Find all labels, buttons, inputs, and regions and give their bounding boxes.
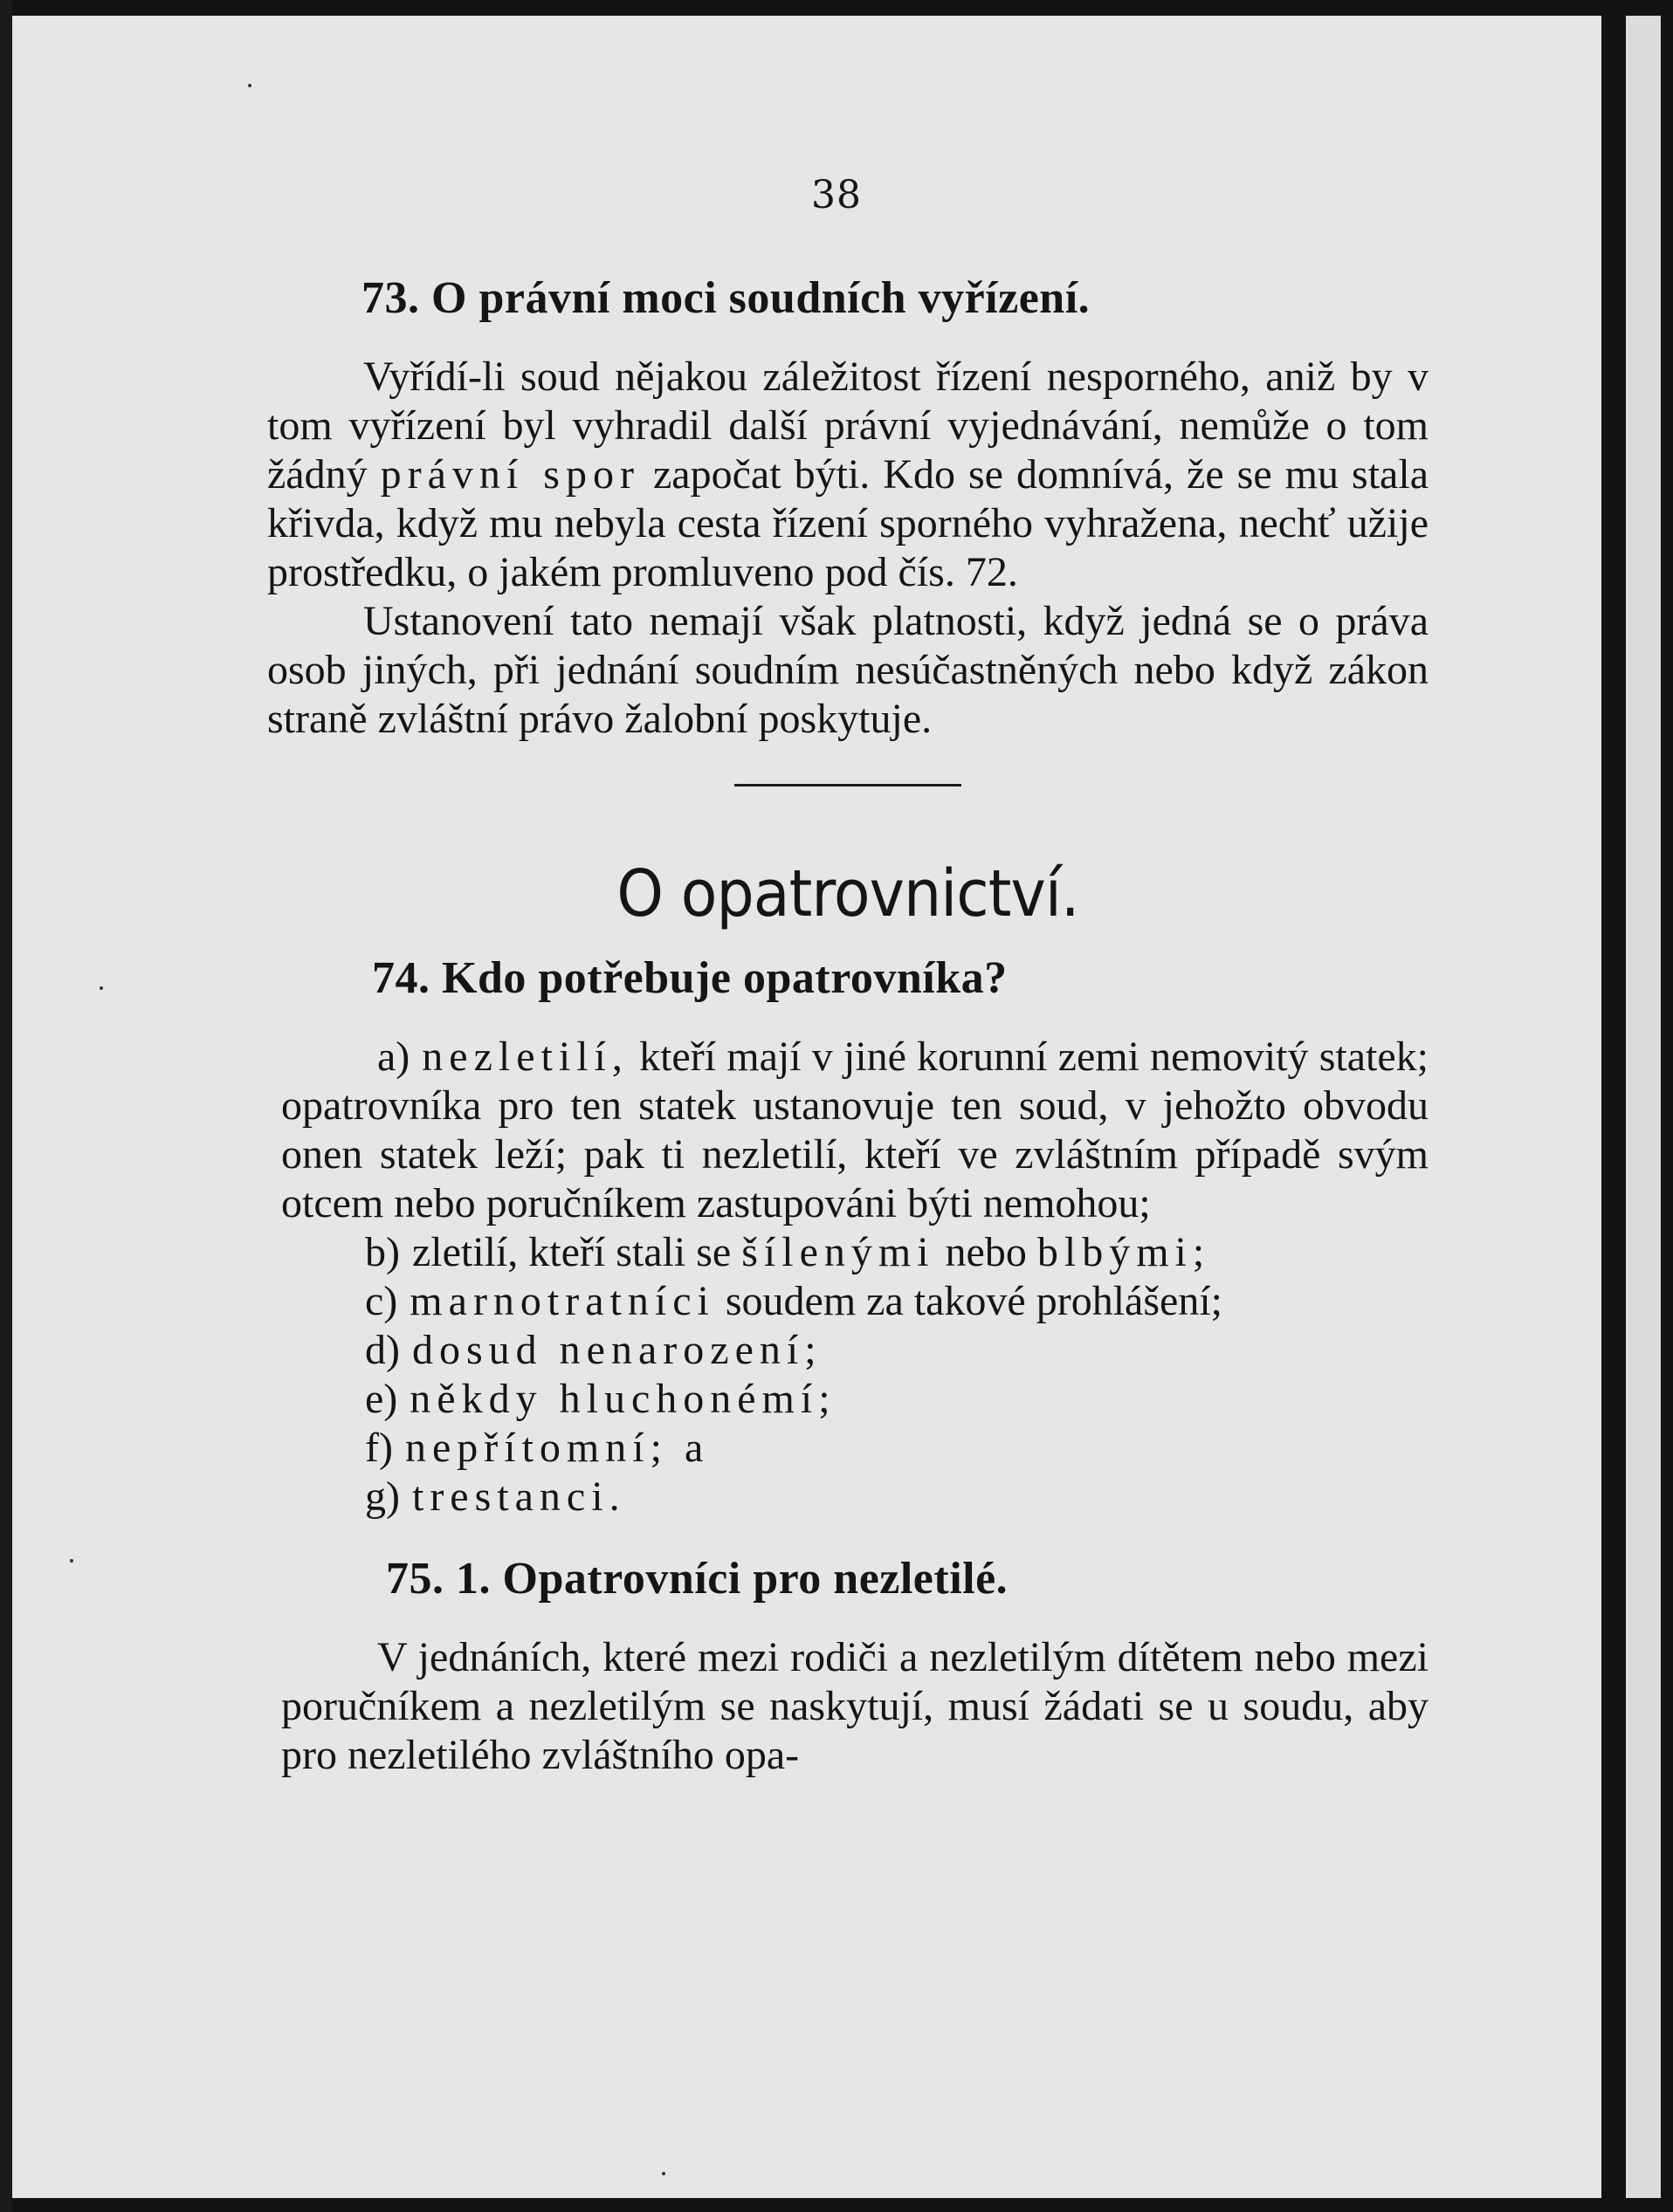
list-marker: g) (365, 1474, 400, 1520)
scan-speck (662, 2172, 665, 2175)
list-marker: d) (365, 1327, 400, 1373)
page-number: 38 (811, 173, 862, 217)
list-text: nebo (934, 1229, 1037, 1275)
section-divider (734, 784, 961, 787)
section-75-heading: 75. 1. Opatrovníci pro nezletilé. (386, 1554, 1009, 1604)
list-item (267, 1326, 1429, 1375)
section-74-list (267, 1228, 1429, 1522)
section-73-heading: 73. O právní moci soudních vyřízení. (361, 273, 1091, 323)
scan-speck (248, 84, 251, 87)
paragraph-text: Vyřídí-li soud nějakou záležitost řízení nesporného, aniž by v tom vyřízení byl vyhradil další právní vyjednávání, nemůže o tom žádný (267, 354, 1429, 498)
section-73-paragraph-1 (267, 353, 1429, 597)
emphasized-text: dosud nenarození; (411, 1327, 823, 1373)
list-marker: a) (377, 1034, 410, 1080)
section-75-paragraph-1: V jednáních, které mezi rodiči a nezletilým dítětem nebo mezi poručníkem a nezletilým se naskytují, musí žádati se u soudu, aby pro nezletilého zvláštního opa- (281, 1634, 1429, 1778)
emphasized-text: nezletilí, (422, 1034, 629, 1080)
list-item (267, 1473, 1429, 1522)
list-item (267, 1375, 1429, 1424)
section-73-paragraph-2: Ustanovení tato nemají však platnosti, když jedná se o práva osob jiných, při jednání soudním nesúčastněných nebo když zákon straně zvláštní právo žalobní poskytuje. (267, 598, 1429, 742)
scan-speck (100, 986, 103, 990)
adjacent-page-edge (1626, 16, 1661, 2198)
list-text: zletilí, kteří stali se (411, 1229, 742, 1275)
section-74-item-a (267, 1033, 1429, 1228)
left-scan-edge (0, 0, 12, 2212)
emphasized-text: šílenými (741, 1229, 935, 1275)
list-item (267, 1228, 1429, 1277)
list-item (267, 1277, 1429, 1326)
page-content (267, 271, 1429, 1780)
emphasized-text: trestanci. (411, 1474, 626, 1520)
paragraph-text: započat býti. Kdo se domnívá, že se mu stala křivda, když mu nebyla cesta řízení sporného vyhražena, nechť užije prostředku, o jakém promluveno pod čís. 72. (267, 451, 1429, 595)
emphasized-text: někdy hluchonémí; (410, 1376, 836, 1422)
scan-speck (70, 1559, 73, 1563)
emphasized-text: marnotratníci (410, 1278, 715, 1324)
emphasized-text: nepřítomní; a (404, 1425, 710, 1471)
emphasized-text: blbými; (1036, 1229, 1211, 1275)
paragraph-text: kteří mají v jiné korunní zemi nemovitý statek; opatrovníka pro ten statek ustanovuje ten soud, v jehožto obvodu onen statek leží; pak ti nezletilí, kteří ve zvláštním případě svým otcem nebo poručníkem zastupováni býti nemohou; (281, 1034, 1429, 1226)
list-marker: f) (365, 1425, 393, 1471)
section-74-heading: 74. Kdo potřebuje opatrovníka? (372, 953, 1008, 1003)
emphasized-text: právní spor (380, 451, 640, 498)
list-marker: c) (365, 1278, 398, 1324)
list-marker: b) (365, 1229, 400, 1275)
list-text: soudem za takové prohlášení; (714, 1278, 1223, 1324)
list-marker: e) (365, 1376, 398, 1422)
list-item (267, 1424, 1429, 1473)
chapter-title: O opatrovnictví. (616, 856, 1079, 931)
